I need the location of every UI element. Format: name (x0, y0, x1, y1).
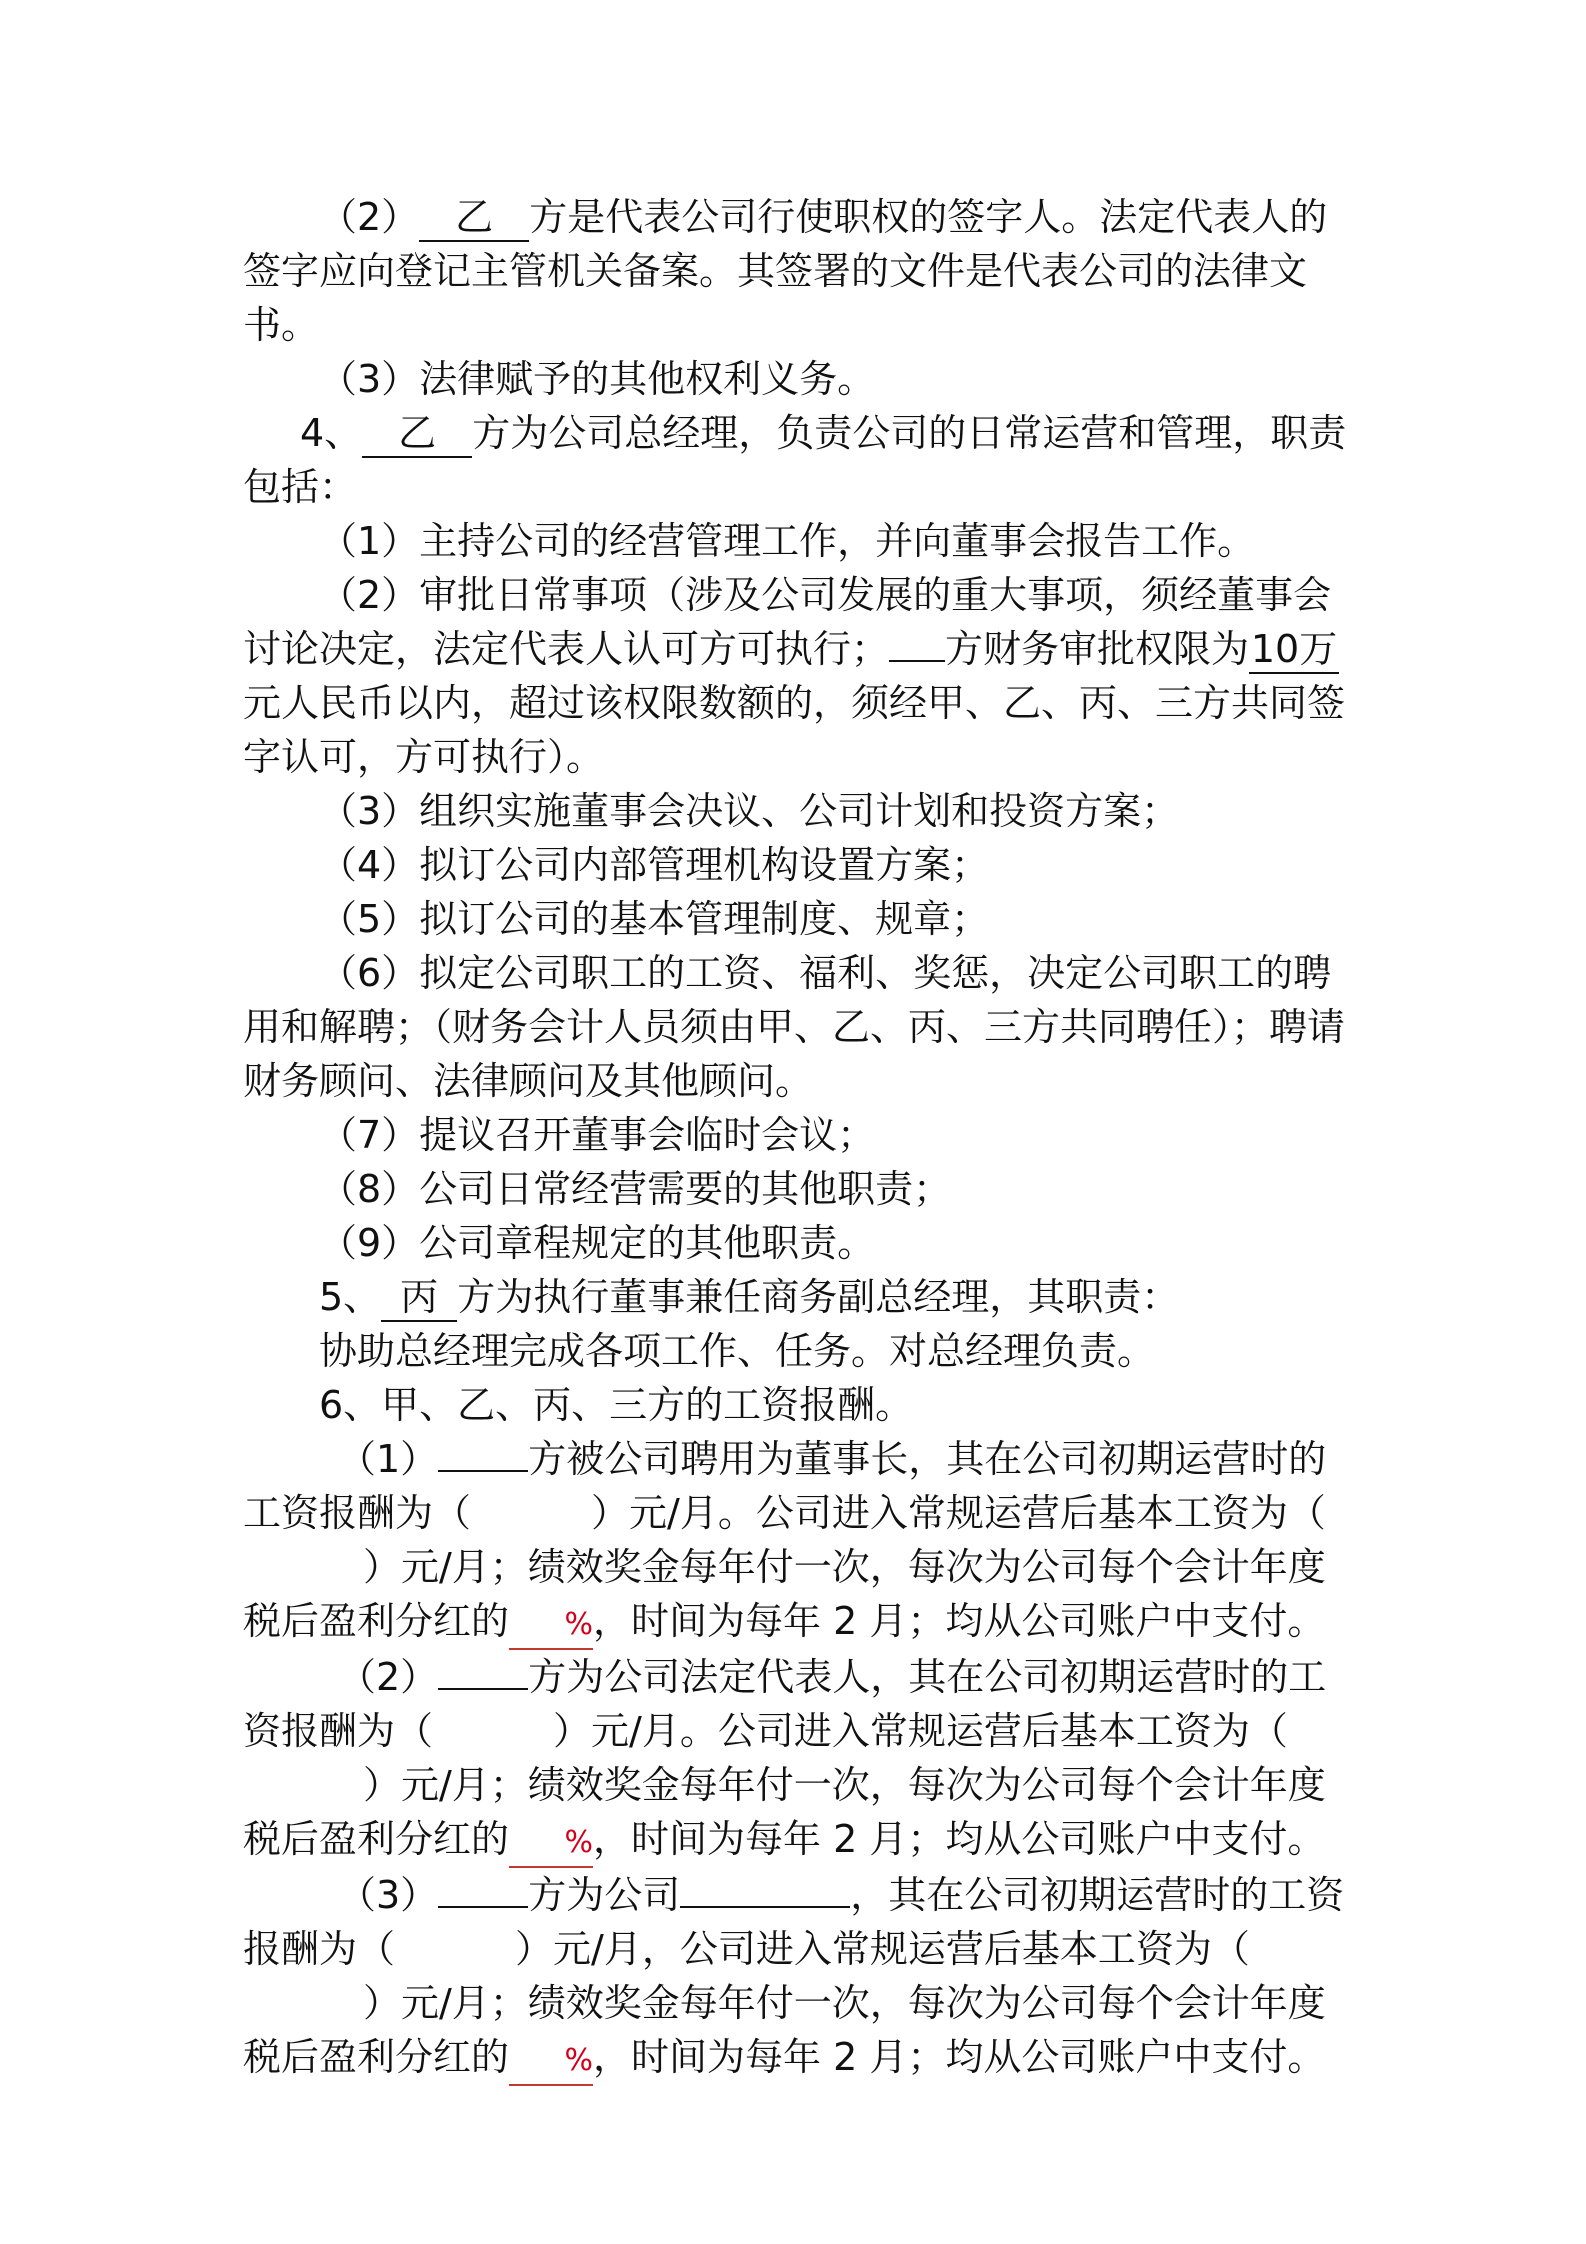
clause-4-item-7 (243, 1108, 1358, 1162)
clause-6-3-text-e: ，时间为每年 2 月；均从公司账户中支付。 (593, 2035, 1326, 2079)
clause-4-item-8-text: （8）公司日常经营需要的其他职责； (319, 1167, 952, 1211)
clause-6-2-party-blank[interactable] (438, 1688, 528, 1690)
clause-4-item-1 (243, 514, 1358, 568)
clause-5-party-blank[interactable]: 丙 (381, 1274, 457, 1322)
contract-body (243, 190, 1358, 2086)
clause-6-2-text-c: ）元/月；绩效奖金每年付一次，每次为公司每个会计年度税后盈利分红的 (243, 1763, 1326, 1861)
clause-6-title-text: 6、甲、乙、丙、三方的工资报酬。 (319, 1383, 914, 1427)
clause-6-3-text-d: ）元/月；绩效奖金每年付一次，每次为公司每个会计年度税后盈利分红的 (243, 1981, 1326, 2079)
clause-4-item-1-text: （1）主持公司的经营管理工作，并向董事会报告工作。 (319, 519, 1256, 563)
clause-4-item-4-text: （4）拟订公司内部管理机构设置方案； (319, 843, 990, 887)
clause-4-item-2-party-blank[interactable] (889, 660, 945, 662)
clause-4-item-3-text: （3）组织实施董事会决议、公司计划和投资方案； (319, 789, 1180, 833)
clause-4 (243, 406, 1358, 514)
clause-3-2-party-blank[interactable]: 乙 (419, 194, 529, 242)
clause-4-item-5-text: （5）拟订公司的基本管理制度、规章； (319, 897, 990, 941)
clause-4-item-2-text-a: （2）审批日常事项（涉及公司发展的重大事项，须经董事会讨论决定，法定代表人认可方可执行； (243, 573, 1332, 671)
clause-6-2-text-a: 方为公司法定代表人，其在公司初期运营时的工资报酬为（ (243, 1655, 1327, 1753)
clause-5 (243, 1270, 1358, 1324)
clause-5-duty (243, 1324, 1358, 1378)
clause-6-3-role-blank[interactable] (680, 1906, 850, 1908)
clause-4-item-4 (243, 838, 1358, 892)
clause-4-text: 方为公司总经理，负责公司的日常运营和管理，职责包括： (243, 411, 1347, 509)
clause-6-2 (243, 1650, 1358, 1868)
clause-6-1 (243, 1432, 1358, 1650)
clause-4-item-2-limit-blank[interactable]: 10万 (1249, 626, 1339, 674)
clause-6-3-text-a: 方为公司 (528, 1873, 681, 1917)
clause-6-1-text-b: ）元/月。公司进入常规运营后基本工资为（ (591, 1491, 1326, 1535)
clause-6-3-prefix: （3） (338, 1873, 439, 1917)
clause-6-2-prefix: （2） (338, 1655, 439, 1699)
clause-5-prefix: 5、 (319, 1275, 382, 1319)
clause-4-item-9-text: （9）公司章程规定的其他职责。 (319, 1221, 876, 1265)
clause-3-2-text: 方是代表公司行使职权的签字人。法定代表人的签字应向登记主管机关备案。其签署的文件是代表公司的法律文书。 (243, 195, 1328, 347)
clause-4-item-5 (243, 892, 1358, 946)
clause-6-3-party-blank[interactable] (438, 1906, 528, 1908)
clause-3-3 (243, 352, 1358, 406)
clause-6-2-percent-blank[interactable]: % (509, 1820, 593, 1868)
clause-6-3-text-b: ，其在公司初期运营时的工资报酬为（ (243, 1873, 1345, 1971)
clause-4-item-9 (243, 1216, 1358, 1270)
clause-6-1-prefix: （1） (338, 1437, 439, 1481)
clause-5-duty-text: 协助总经理完成各项工作、任务。对总经理负责。 (319, 1329, 1156, 1373)
clause-6-1-text-a: 方被公司聘用为董事长，其在公司初期运营时的工资报酬为（ (243, 1437, 1327, 1535)
clause-6-2-text-d: ，时间为每年 2 月；均从公司账户中支付。 (593, 1817, 1326, 1861)
clause-6-3 (243, 1868, 1358, 2086)
clause-5-text: 方为执行董事兼任商务副总经理，其职责： (457, 1275, 1180, 1319)
clause-6-1-percent-blank[interactable]: % (509, 1602, 593, 1650)
clause-3-3-text: （3）法律赋予的其他权利义务。 (319, 357, 876, 401)
clause-6-title (243, 1378, 1358, 1432)
clause-6-1-text-c: ）元/月；绩效奖金每年付一次，每次为公司每个会计年度税后盈利分红的 (243, 1545, 1326, 1643)
clause-4-item-2 (243, 568, 1358, 784)
clause-4-prefix: 4、 (300, 411, 363, 455)
clause-3-2 (243, 190, 1358, 352)
clause-4-item-2-text-c: 元人民币以内，超过该权限数额的，须经甲、乙、丙、三方共同签字认可，方可执行）。 (243, 681, 1346, 779)
clause-3-2-prefix: （2） (319, 195, 420, 239)
clause-6-1-text-d: ，时间为每年 2 月；均从公司账户中支付。 (593, 1599, 1326, 1643)
clause-4-item-6-text: （6）拟定公司职工的工资、福利、奖惩，决定公司职工的聘用和解聘；（财务会计人员须由甲、乙、丙、三方共同聘任）；聘请财务顾问、法律顾问及其他顾问。 (243, 951, 1346, 1103)
clause-4-party-blank[interactable]: 乙 (362, 410, 472, 458)
clause-6-3-percent-blank[interactable]: % (509, 2038, 593, 2086)
clause-6-3-text-c: ）元/月，公司进入常规运营后基本工资为（ (515, 1927, 1250, 1971)
clause-4-item-6 (243, 946, 1358, 1108)
clause-6-2-text-b: ）元/月。公司进入常规运营后基本工资为（ (553, 1709, 1288, 1753)
clause-4-item-2-text-b: 方财务审批权限为 (945, 627, 1250, 671)
clause-4-item-8 (243, 1162, 1358, 1216)
clause-4-item-7-text: （7）提议召开董事会临时会议； (319, 1113, 876, 1157)
clause-4-item-3 (243, 784, 1358, 838)
clause-6-1-party-blank[interactable] (438, 1470, 528, 1472)
